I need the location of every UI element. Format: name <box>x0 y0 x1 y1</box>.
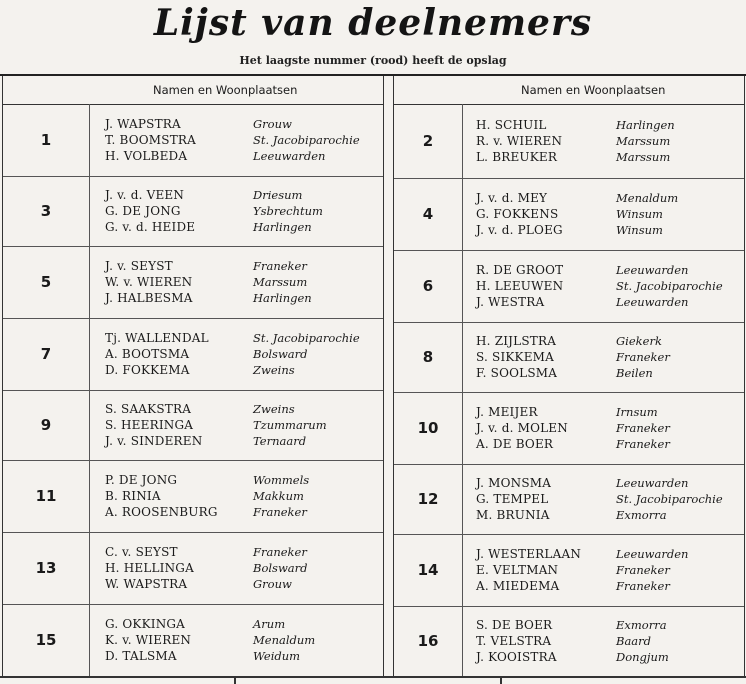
player-entry <box>476 507 740 523</box>
group-number: 15 <box>3 604 90 676</box>
group-row <box>3 176 383 247</box>
player-place: Harlingen <box>253 220 312 234</box>
player-place: Bolsward <box>253 561 308 575</box>
group-number: 10 <box>394 392 463 464</box>
player-entry <box>105 401 377 417</box>
player-place: Winsum <box>616 207 663 221</box>
player-name: T. VELSTRA <box>476 634 552 648</box>
player-name: W. v. WIEREN <box>105 275 193 289</box>
group-players <box>476 464 740 534</box>
group-row <box>3 460 383 533</box>
player-place: Exmorra <box>616 508 667 522</box>
player-name: M. BRUNIA <box>476 508 550 522</box>
player-entry <box>105 504 377 520</box>
player-entry <box>476 222 740 238</box>
player-entry <box>105 290 377 306</box>
player-entry <box>105 148 377 164</box>
player-name: Tj. WALLENDAL <box>105 331 209 345</box>
group-number: 7 <box>3 318 90 390</box>
player-entry <box>476 578 740 594</box>
player-place: St. Jacobiparochie <box>253 133 360 147</box>
player-place: Franeker <box>616 437 670 451</box>
player-place: Wommels <box>253 473 310 487</box>
group-players <box>105 246 377 318</box>
player-name: S. SIKKEMA <box>476 350 555 364</box>
group-row <box>3 604 383 676</box>
player-name: S. SAAKSTRA <box>105 402 192 416</box>
player-place: Marssum <box>616 150 671 164</box>
player-name: A. DE BOER <box>476 437 554 451</box>
group-row <box>394 104 744 179</box>
player-place: Grouw <box>253 577 292 591</box>
group-number: 3 <box>3 176 90 246</box>
player-name: J. MEIJER <box>476 405 538 419</box>
player-name: G. FOKKENS <box>476 207 559 221</box>
player-name: E. VELTMAN <box>476 563 559 577</box>
player-name: H. ZIJLSTRA <box>476 334 557 348</box>
group-players <box>105 176 377 246</box>
group-row <box>394 392 744 465</box>
participants-table-right <box>393 76 745 676</box>
group-number: 5 <box>3 246 90 318</box>
player-name: H. VOLBEDA <box>105 149 188 163</box>
player-entry <box>476 262 740 278</box>
player-entry <box>476 133 740 149</box>
player-place: Harlingen <box>253 291 312 305</box>
player-entry <box>105 187 377 203</box>
player-place: Grouw <box>253 117 292 131</box>
page-title: Lijst van deelnemers <box>153 2 593 44</box>
player-place: Leeuwarden <box>253 149 326 163</box>
player-entry <box>105 488 377 504</box>
group-number: 14 <box>394 534 463 606</box>
player-place: Franeker <box>616 579 670 593</box>
group-players <box>105 532 377 604</box>
player-name: A. ROOSENBURG <box>105 505 218 519</box>
group-players <box>105 390 377 460</box>
player-entry <box>105 362 377 378</box>
player-place: Ternaard <box>253 434 307 448</box>
group-row <box>394 534 744 607</box>
player-entry <box>476 436 740 452</box>
group-row <box>394 178 744 251</box>
player-place: Tzummarum <box>253 418 327 432</box>
player-entry <box>105 274 377 290</box>
player-place: Marssum <box>253 275 308 289</box>
player-place: St. Jacobiparochie <box>616 492 723 506</box>
player-place: Ysbrechtum <box>253 204 323 218</box>
group-players <box>105 318 377 390</box>
group-players <box>105 460 377 532</box>
player-name: A. MIEDEMA <box>476 579 560 593</box>
player-entry <box>105 616 377 632</box>
player-entry <box>105 346 377 362</box>
player-entry <box>476 349 740 365</box>
player-place: Bolsward <box>253 347 308 361</box>
player-name: R. v. WIEREN <box>476 134 563 148</box>
player-name: J. v. SINDEREN <box>105 434 203 448</box>
player-entry <box>476 562 740 578</box>
player-place: Baard <box>616 634 652 648</box>
participants-table-left <box>2 76 384 676</box>
player-name: L. BREUKER <box>476 150 558 164</box>
player-place: Marssum <box>616 134 671 148</box>
player-name: P. DE JONG <box>105 473 178 487</box>
player-name: J. WAPSTRA <box>105 117 181 131</box>
player-entry <box>476 475 740 491</box>
player-entry <box>476 633 740 649</box>
player-name: B. RINIA <box>105 489 161 503</box>
player-name: G. v. d. HEIDE <box>105 220 196 234</box>
player-place: Leeuwarden <box>616 263 689 277</box>
player-place: Leeuwarden <box>616 295 689 309</box>
player-entry <box>476 190 740 206</box>
group-row <box>3 318 383 391</box>
player-name: C. v. SEYST <box>105 545 178 559</box>
group-row <box>3 532 383 605</box>
player-entry <box>105 116 377 132</box>
group-number: 11 <box>3 460 90 532</box>
group-players <box>105 604 377 676</box>
bottom-rule <box>0 676 746 678</box>
player-place: Makkum <box>253 489 304 503</box>
player-entry <box>105 132 377 148</box>
player-name: J. WESTRA <box>476 295 545 309</box>
player-entry <box>105 203 377 219</box>
table-header-right <box>394 76 744 105</box>
player-name: J. v. d. VEEN <box>105 188 185 202</box>
player-place: Arum <box>253 617 286 631</box>
player-place: Leeuwarden <box>616 476 689 490</box>
group-number: 6 <box>394 250 463 322</box>
column-header-names-places: Namen en Woonplaatsen <box>521 83 666 97</box>
player-name: S. HEERINGA <box>105 418 194 432</box>
player-name: J. v. d. MOLEN <box>476 421 568 435</box>
player-name: G. TEMPEL <box>476 492 549 506</box>
player-entry <box>476 420 740 436</box>
player-entry <box>476 365 740 381</box>
group-players <box>476 606 740 676</box>
player-entry <box>105 560 377 576</box>
table-header-left <box>3 76 383 105</box>
player-place: Franeker <box>253 545 307 559</box>
player-place: St. Jacobiparochie <box>253 331 360 345</box>
player-place: Winsum <box>616 223 663 237</box>
player-name: K. v. WIEREN <box>105 633 192 647</box>
player-place: Franeker <box>253 505 307 519</box>
player-name: J. v. d. MEY <box>476 191 548 205</box>
player-place: Exmorra <box>616 618 667 632</box>
player-name: D. TALSMA <box>105 649 177 663</box>
group-number: 16 <box>394 606 463 676</box>
player-name: F. SOOLSMA <box>476 366 558 380</box>
group-players <box>476 392 740 464</box>
player-entry <box>105 258 377 274</box>
player-entry <box>105 330 377 346</box>
player-entry <box>105 219 377 235</box>
player-name: J. HALBESMA <box>105 291 193 305</box>
player-entry <box>105 576 377 592</box>
player-place: Zweins <box>253 363 295 377</box>
player-name: J. v. d. PLOEG <box>476 223 563 237</box>
player-name: S. DE BOER <box>476 618 553 632</box>
player-name: H. LEEUWEN <box>476 279 564 293</box>
group-row <box>394 464 744 535</box>
player-place: Franeker <box>616 563 670 577</box>
group-players <box>476 178 740 250</box>
player-place: Franeker <box>616 350 670 364</box>
group-row <box>3 104 383 177</box>
group-row <box>394 606 744 676</box>
player-place: Leeuwarden <box>616 547 689 561</box>
group-row <box>3 390 383 461</box>
player-place: Zweins <box>253 402 295 416</box>
player-name: H. HELLINGA <box>105 561 194 575</box>
player-entry <box>105 433 377 449</box>
group-players <box>476 534 740 606</box>
player-name: J. KOOISTRA <box>476 650 557 664</box>
player-name: J. v. SEYST <box>105 259 173 273</box>
player-entry <box>476 617 740 633</box>
group-row <box>394 250 744 323</box>
group-number: 8 <box>394 322 463 392</box>
player-name: J. MONSMA <box>476 476 552 490</box>
player-place: Irnsum <box>616 405 658 419</box>
group-number: 9 <box>3 390 90 460</box>
group-number: 12 <box>394 464 463 534</box>
player-entry <box>105 472 377 488</box>
bottom-divider <box>234 676 236 684</box>
player-place: Driesum <box>253 188 303 202</box>
player-place: Harlingen <box>616 118 675 132</box>
player-place: Franeker <box>616 421 670 435</box>
player-entry <box>476 649 740 665</box>
group-players <box>476 104 740 178</box>
player-place: St. Jacobiparochie <box>616 279 723 293</box>
column-header-names-places: Namen en Woonplaatsen <box>153 83 298 97</box>
group-row <box>394 322 744 393</box>
bottom-divider <box>500 676 502 684</box>
player-entry <box>476 117 740 133</box>
player-entry <box>476 149 740 165</box>
player-name: J. WESTERLAAN <box>476 547 582 561</box>
group-number: 13 <box>3 532 90 604</box>
player-place: Menaldum <box>616 191 679 205</box>
player-name: T. BOOMSTRA <box>105 133 196 147</box>
group-row <box>3 246 383 319</box>
player-name: A. BOOTSMA <box>105 347 190 361</box>
group-players <box>476 250 740 322</box>
player-entry <box>105 544 377 560</box>
player-entry <box>476 206 740 222</box>
group-number: 1 <box>3 104 90 176</box>
player-place: Giekerk <box>616 334 662 348</box>
page-subtitle: Het laagste nummer (rood) heeft de opslag <box>239 54 507 67</box>
group-number: 4 <box>394 178 463 250</box>
player-name: H. SCHUIL <box>476 118 547 132</box>
player-name: W. WAPSTRA <box>105 577 188 591</box>
player-name: G. OKKINGA <box>105 617 186 631</box>
player-entry <box>476 333 740 349</box>
player-entry <box>105 632 377 648</box>
player-entry <box>105 417 377 433</box>
player-entry <box>476 404 740 420</box>
player-entry <box>105 648 377 664</box>
player-entry <box>476 546 740 562</box>
player-place: Dongjum <box>616 650 669 664</box>
player-place: Weidum <box>253 649 301 663</box>
player-entry <box>476 491 740 507</box>
group-players <box>476 322 740 392</box>
player-name: G. DE JONG <box>105 204 181 218</box>
player-place: Franeker <box>253 259 307 273</box>
group-players <box>105 104 377 176</box>
player-entry <box>476 278 740 294</box>
player-entry <box>476 294 740 310</box>
player-name: D. FOKKEMA <box>105 363 190 377</box>
group-number: 2 <box>394 104 463 178</box>
player-place: Menaldum <box>253 633 316 647</box>
player-place: Beilen <box>616 366 653 380</box>
player-name: R. DE GROOT <box>476 263 564 277</box>
